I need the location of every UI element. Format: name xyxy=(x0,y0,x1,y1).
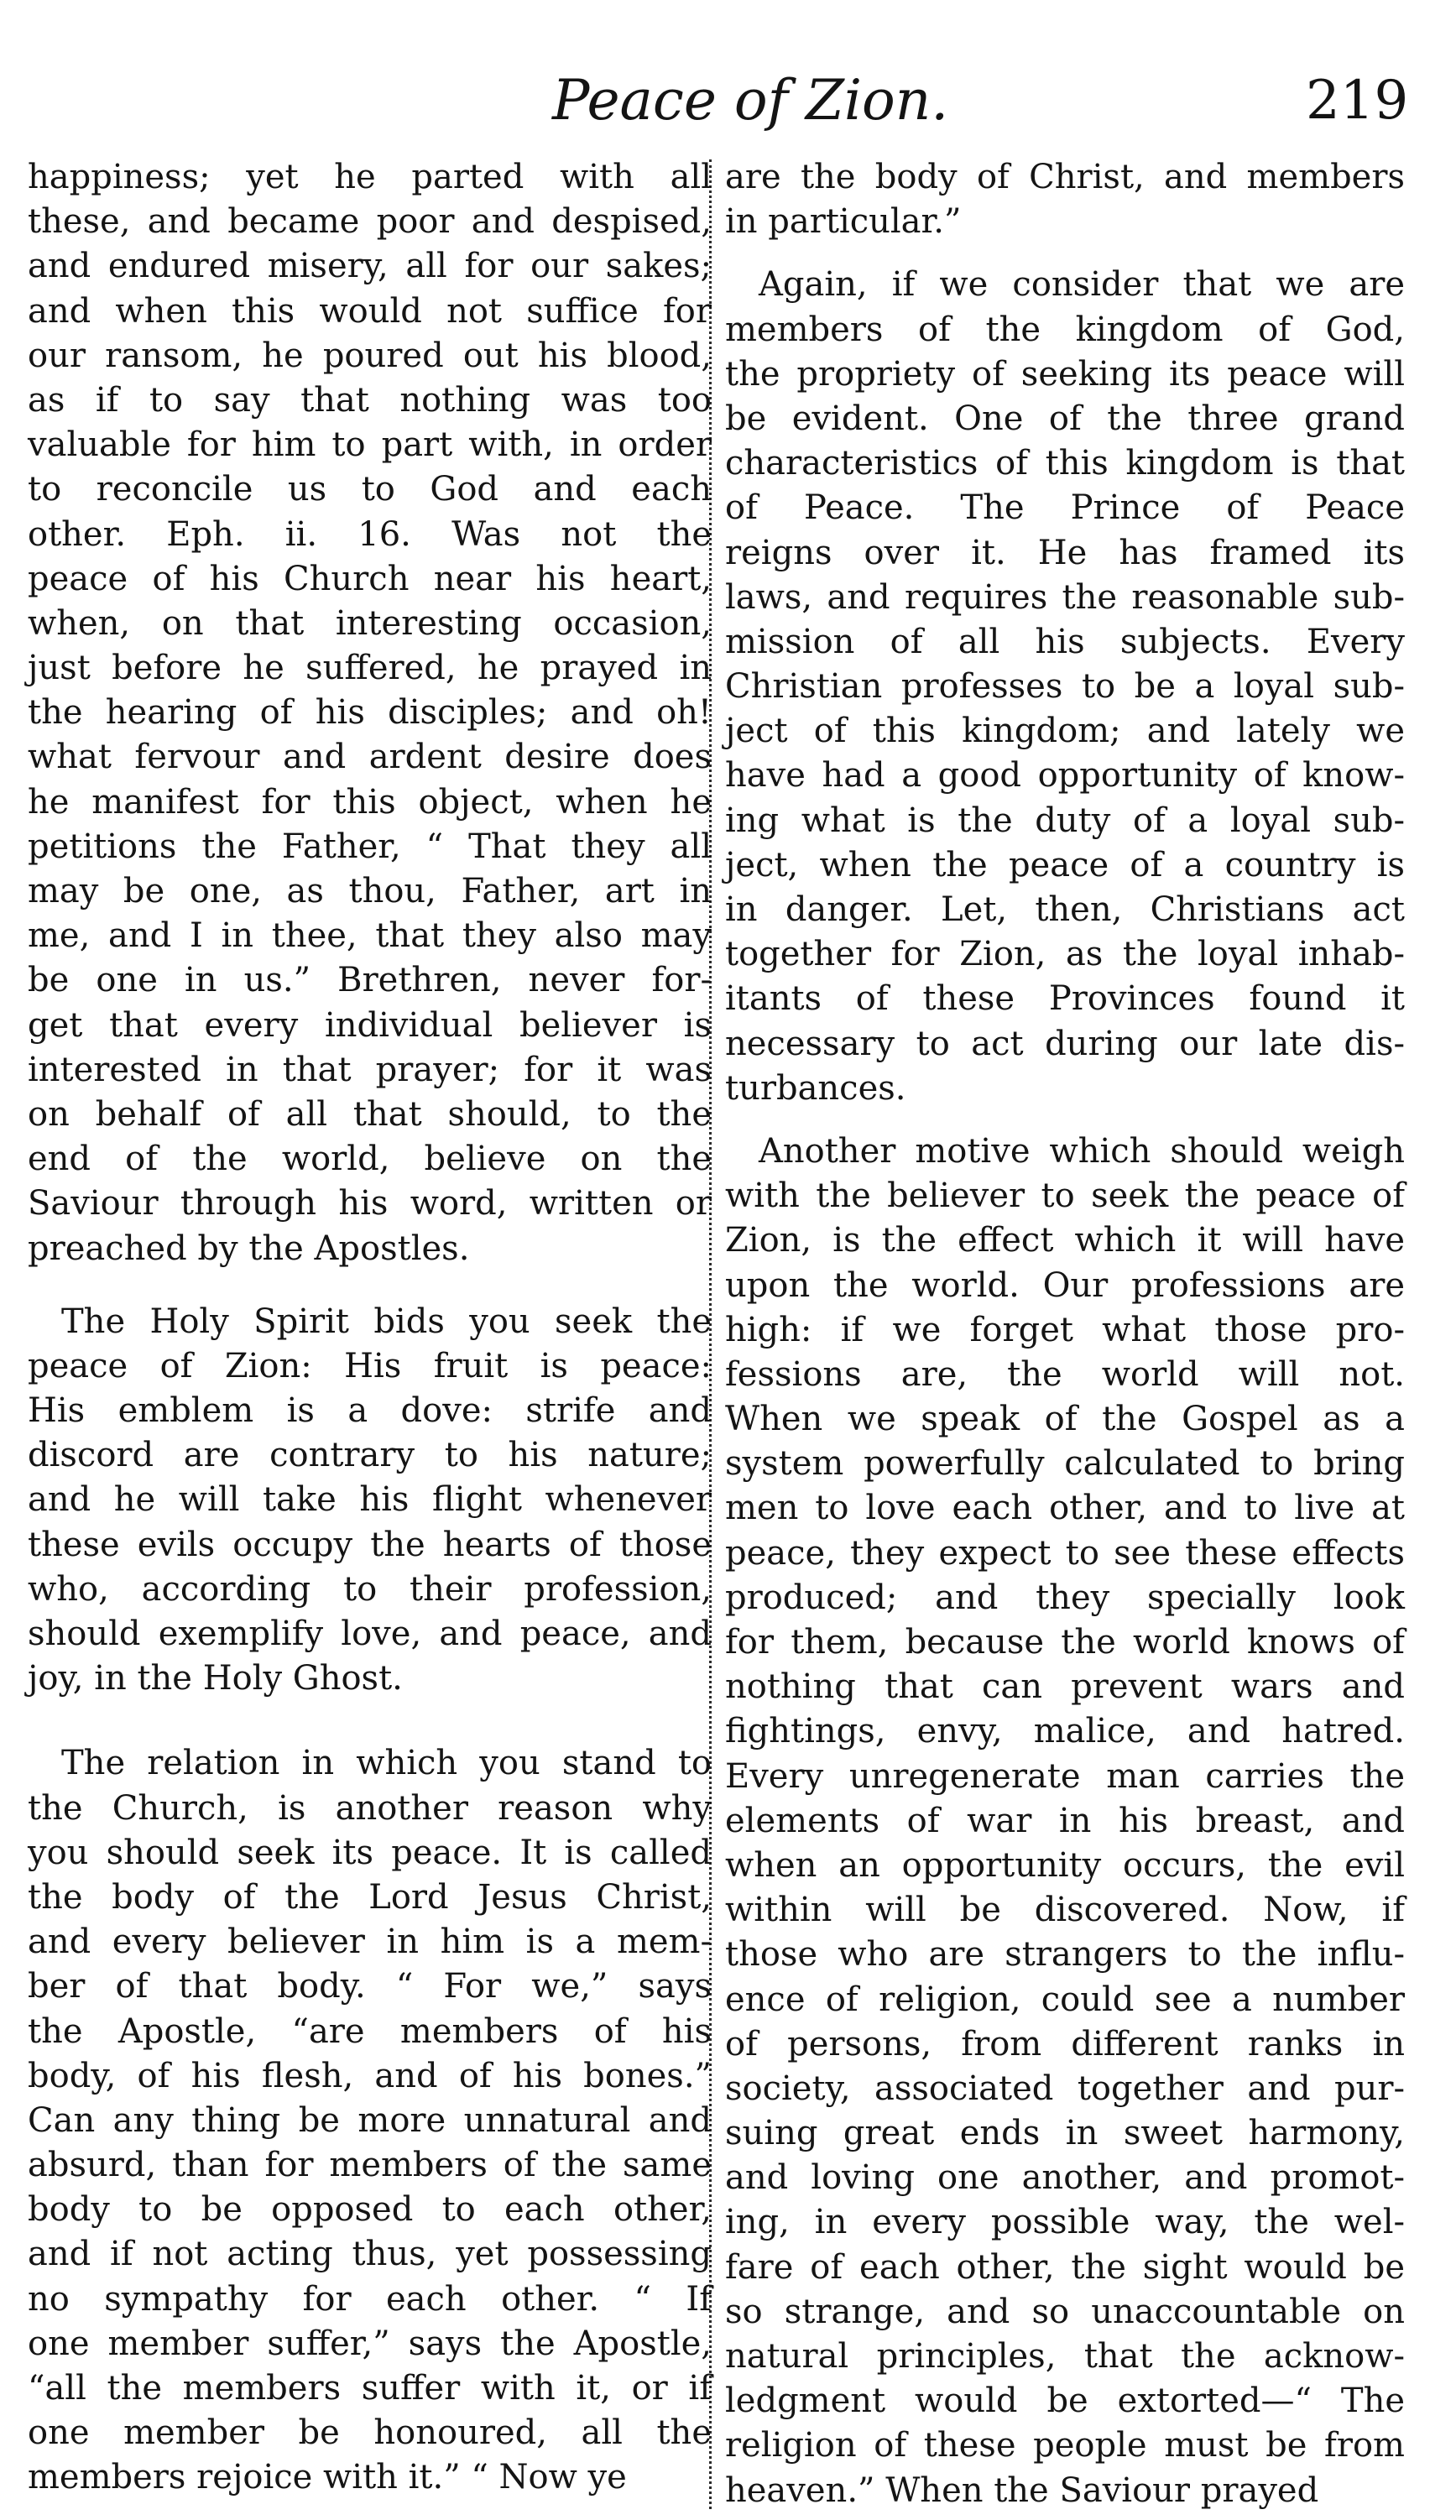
text-line: and if not acting thus, yet possessing xyxy=(28,2235,712,2274)
text-line: and loving one another, and promot- xyxy=(725,2158,1405,2198)
text-line: the body of the Lord Jesus Christ, xyxy=(28,1877,712,1917)
text-line: what fervour and ardent desire does xyxy=(28,738,712,777)
paragraph xyxy=(28,155,712,1271)
text-line: necessary to act during our late dis- xyxy=(725,1024,1405,1063)
text-line: reigns over it. He has framed its xyxy=(725,533,1405,572)
text-line: peace of his Church near his heart, xyxy=(28,559,712,598)
text-line: the Church, is another reason why xyxy=(28,1788,712,1828)
text-line: other. Eph. ii. 16. Was not the xyxy=(28,514,712,554)
text-line: high: if we forget what those pro- xyxy=(725,1310,1405,1349)
text-line: are the body of Christ, and members xyxy=(725,158,1405,196)
text-line: The relation in which you stand to xyxy=(61,1744,712,1783)
text-line: ject of this kingdom; and lately we xyxy=(725,712,1405,751)
text-line: ing, in every possible way, the wel- xyxy=(725,2203,1405,2242)
text-line: fare of each other, the sight would be xyxy=(725,2247,1405,2287)
text-line: Can any thing be more unnatural and xyxy=(28,2100,712,2140)
text-line: within will be discovered. Now, if xyxy=(725,1891,1405,1930)
text-line: upon the world. Our professions are xyxy=(725,1265,1405,1305)
text-line: suing great ends in sweet harmony, xyxy=(725,2114,1405,2153)
text-line: turbances. xyxy=(725,1068,906,1108)
paragraph-gap xyxy=(725,1111,1405,1130)
text-line: for them, because the world knows of xyxy=(725,1623,1405,1662)
text-line: Again, if we consider that we are xyxy=(759,265,1405,305)
text-line: body, of his flesh, and of his bones.” xyxy=(28,2056,712,2095)
text-line: absurd, than for members of the same xyxy=(28,2146,712,2185)
text-line: our ransom, he poured out his blood, xyxy=(28,336,712,375)
page-number: 219 xyxy=(1306,70,1409,132)
text-line: to reconcile us to God and each xyxy=(28,470,712,509)
paragraph-gap xyxy=(28,1271,712,1300)
text-line: the hearing of his disciples; and oh! xyxy=(28,693,712,733)
text-line: members of the kingdom of God, xyxy=(725,310,1405,349)
text-line: Zion, is the effect which it will have xyxy=(725,1221,1405,1260)
text-line: get that every individual believer is xyxy=(28,1005,712,1045)
text-line: When we speak of the Gospel as a xyxy=(725,1400,1405,1439)
text-line: these, and became poor and despised, xyxy=(28,202,712,242)
text-line: with the believer to seek the peace of xyxy=(725,1177,1405,1216)
text-line: His emblem is a dove: strife and xyxy=(28,1391,712,1431)
text-line: Another motive which should weigh xyxy=(759,1131,1405,1171)
text-line: who, according to their profession, xyxy=(28,1569,712,1609)
text-line: characteristics of this kingdom is that xyxy=(725,444,1405,483)
text-line: laws, and requires the reasonable sub- xyxy=(725,577,1405,617)
text-line: as if to say that nothing was too xyxy=(28,380,712,420)
paragraph xyxy=(725,263,1405,1111)
paragraph xyxy=(28,1300,712,1702)
text-line: valuable for him to part with, in order xyxy=(28,425,712,465)
paragraph xyxy=(725,1130,1405,2513)
text-line: when an opportunity occurs, the evil xyxy=(725,1845,1405,1885)
text-line: in danger. Let, then, Christians act xyxy=(725,890,1405,929)
text-line: petitions the Father, “ That they all xyxy=(28,827,712,866)
text-line: just before he suffered, he prayed in xyxy=(28,649,712,688)
text-line: mission of all his subjects. Every xyxy=(725,622,1405,661)
text-line: have had a good opportunity of know- xyxy=(725,756,1405,796)
text-line: Saviour through his word, written or xyxy=(28,1184,712,1223)
text-line: discord are contrary to his nature; xyxy=(28,1436,712,1475)
right-column xyxy=(725,155,1405,2513)
text-line: he manifest for this object, when he xyxy=(28,782,712,822)
text-line: on behalf of all that should, to the xyxy=(28,1094,712,1134)
text-line: interested in that prayer; for it was xyxy=(28,1050,712,1089)
text-line: members rejoice with it.” “ Now ye xyxy=(28,2458,627,2497)
text-line: one member be honoured, all the xyxy=(28,2413,712,2453)
paragraph xyxy=(725,155,1405,244)
left-column xyxy=(28,155,712,2501)
text-line: fightings, envy, malice, and hatred. xyxy=(725,1712,1405,1751)
text-line: elements of war in his breast, and xyxy=(725,1801,1405,1840)
text-line: end of the world, believe on the xyxy=(28,1140,712,1179)
text-line: produced; and they specially look xyxy=(725,1578,1405,1617)
text-line: these evils occupy the hearts of those xyxy=(28,1525,712,1564)
text-line: no sympathy for each other. “ If xyxy=(28,2279,712,2319)
running-title: Peace of Zion. xyxy=(552,68,949,133)
text-line: society, associated together and pur- xyxy=(725,2069,1405,2108)
text-line: The Holy Spirit bids you seek the xyxy=(61,1302,712,1341)
text-line: joy, in the Holy Ghost. xyxy=(28,1659,403,1698)
text-line: nothing that can prevent wars and xyxy=(725,1667,1405,1707)
text-line: fessions are, the world will not. xyxy=(725,1354,1405,1394)
text-line: happiness; yet he parted with all xyxy=(28,158,712,196)
text-line: Every unregenerate man carries the xyxy=(725,1756,1405,1796)
text-line: the Apostle, “are members of his xyxy=(28,2011,712,2051)
paragraph-gap xyxy=(725,244,1405,263)
text-line: of Peace. The Prince of Peace xyxy=(725,488,1405,528)
text-line: those who are strangers to the influ- xyxy=(725,1935,1405,1975)
text-line: me, and I in thee, that they also may xyxy=(28,916,712,956)
text-line: system powerfully calculated to bring xyxy=(725,1444,1405,1484)
text-line: of persons, from different ranks in xyxy=(725,2024,1405,2063)
text-line: and endured misery, all for our sakes; xyxy=(28,247,712,286)
text-line: ing what is the duty of a loyal sub- xyxy=(725,801,1405,840)
text-line: should exemplify love, and peace, and xyxy=(28,1615,712,1653)
text-line: and when this would not suffice for xyxy=(28,291,712,331)
page-header xyxy=(0,59,1456,143)
text-line: together for Zion, as the loyal inhab- xyxy=(725,935,1405,974)
text-line: ber of that body. “ For we,” says xyxy=(28,1967,712,2006)
text-line: you should seek its peace. It is called xyxy=(28,1833,712,1872)
paragraph-gap xyxy=(28,1701,712,1741)
text-line: heaven.” When the Saviour prayed xyxy=(725,2470,1319,2510)
text-line: the propriety of seeking its peace will xyxy=(725,354,1405,394)
text-line: ject, when the peace of a country is xyxy=(725,845,1405,884)
text-line: be evident. One of the three grand xyxy=(725,399,1405,438)
text-line: itants of these Provinces found it xyxy=(725,979,1405,1019)
text-line: Christian professes to be a loyal sub- xyxy=(725,667,1405,707)
text-line: body to be opposed to each other, xyxy=(28,2190,712,2230)
text-line: one member suffer,” says the Apostle, xyxy=(28,2324,712,2363)
text-line: ence of religion, could see a number xyxy=(725,1980,1405,2019)
text-line: “all the members suffer with it, or if xyxy=(28,2369,712,2408)
text-line: men to love each other, and to live at xyxy=(725,1489,1405,1528)
text-line: be one in us.” Brethren, never for- xyxy=(28,961,712,1000)
text-line: peace, they expect to see these effects xyxy=(725,1533,1405,1573)
text-line: and he will take his flight whenever xyxy=(28,1480,712,1520)
text-line: when, on that interesting occasion, xyxy=(28,603,712,643)
text-line: religion of these people must be from xyxy=(725,2426,1405,2465)
text-line: may be one, as thou, Father, art in xyxy=(28,872,712,910)
text-line: and every believer in him is a mem- xyxy=(28,1923,712,1962)
paragraph xyxy=(28,1741,712,2500)
text-line: natural principles, that the acknow- xyxy=(725,2337,1405,2376)
text-line: ledgment would be extorted—“ The xyxy=(725,2382,1405,2421)
text-line: peace of Zion: His fruit is peace: xyxy=(28,1346,712,1385)
text-line: preached by the Apostles. xyxy=(28,1229,470,1268)
text-line: in particular.” xyxy=(725,202,962,242)
text-line: so strange, and so unaccountable on xyxy=(725,2292,1405,2331)
